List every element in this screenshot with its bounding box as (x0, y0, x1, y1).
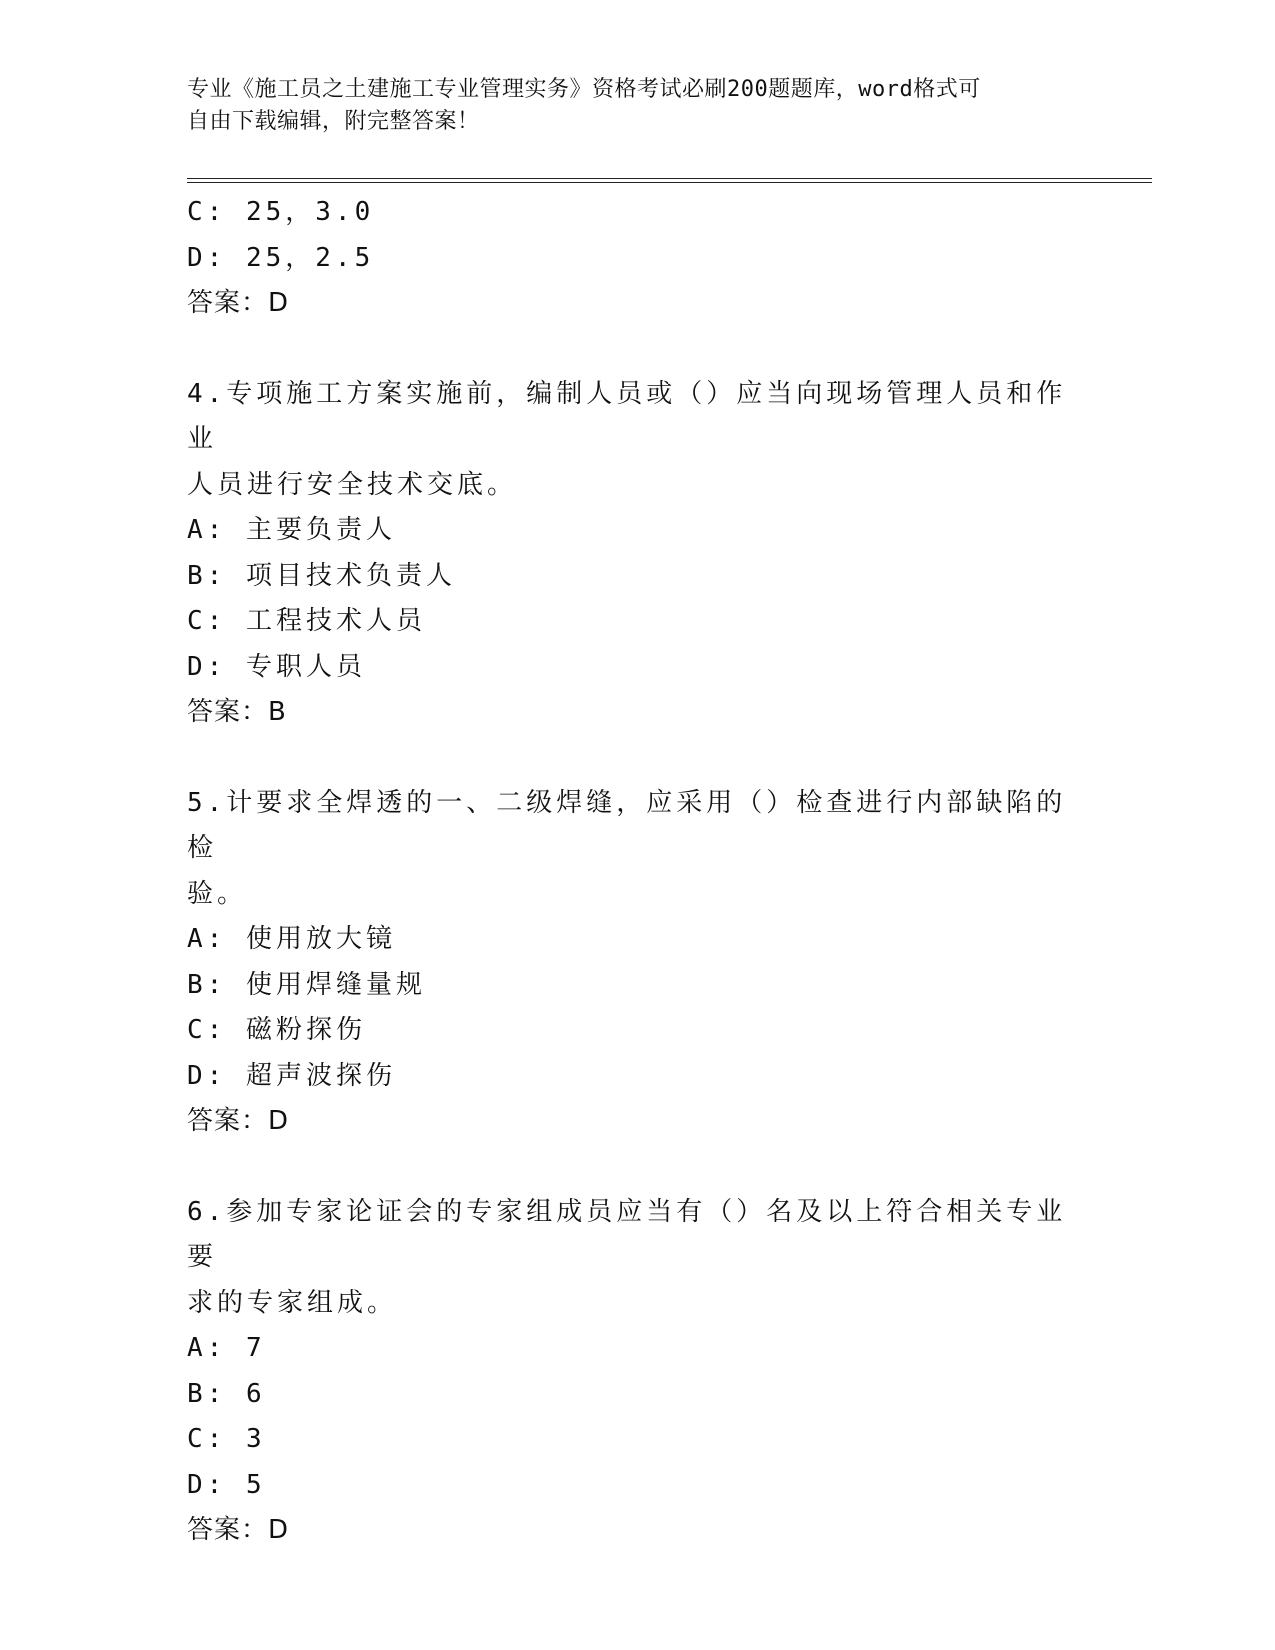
header-divider-top (187, 178, 1152, 179)
answer-line: 答案：D (187, 288, 290, 318)
question-list (187, 190, 1067, 1554)
question-5 (187, 781, 1067, 1145)
option-c: C: 3 (187, 1424, 266, 1454)
header-divider-bottom (187, 182, 1152, 183)
spacer (187, 736, 1067, 781)
answer-line: 答案：D (187, 1515, 290, 1545)
option-a: A: 7 (187, 1333, 266, 1363)
spacer (187, 327, 1067, 372)
document-header (187, 74, 1067, 138)
question-text-line-1: 5.计要求全焊透的一、二级焊缝，应采用（）检查进行内部缺陷的检 (187, 787, 1067, 863)
header-line-2: 自由下载编辑，附完整答案！ (187, 109, 480, 134)
option-d: D: 超声波探伤 (187, 1060, 396, 1091)
option-c: C: 25，3.0 (187, 197, 375, 227)
question-3-continuation (187, 190, 1067, 327)
question-text-line-2: 人员进行安全技术交底。 (187, 469, 518, 500)
question-text-line-2: 验。 (187, 878, 248, 909)
option-b: B: 6 (187, 1378, 266, 1409)
option-b: B: 项目技术负责人 (187, 560, 456, 591)
option-c: C: 工程技术人员 (187, 606, 426, 636)
option-d: D: 5 (187, 1469, 266, 1500)
question-4 (187, 372, 1067, 736)
option-d: D: 25，2.5 (187, 242, 375, 273)
option-d: D: 专职人员 (187, 651, 366, 682)
option-a: A: 使用放大镜 (187, 924, 396, 954)
question-text-line-2: 求的专家组成。 (187, 1287, 398, 1318)
header-line-1: 专业《施工员之土建施工专业管理实务》资格考试必刷200题题库，word格式可 (187, 77, 981, 102)
question-text-line-1: 4.专项施工方案实施前，编制人员或（）应当向现场管理人员和作业 (187, 378, 1067, 454)
spacer (187, 1145, 1067, 1190)
question-text-line-1: 6.参加专家论证会的专家组成员应当有（）名及以上符合相关专业要 (187, 1196, 1067, 1272)
question-6 (187, 1190, 1067, 1554)
option-a: A: 主要负责人 (187, 515, 396, 545)
answer-line: 答案：D (187, 1106, 290, 1136)
option-c: C: 磁粉探伤 (187, 1015, 366, 1045)
answer-line: 答案：B (187, 697, 287, 727)
option-b: B: 使用焊缝量规 (187, 969, 426, 1000)
